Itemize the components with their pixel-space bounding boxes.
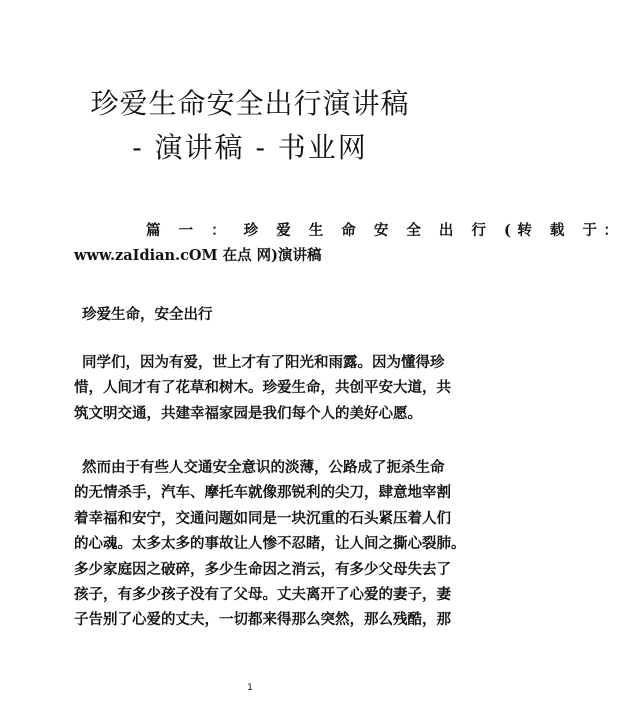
heading-line: 珍爱生命，安全出行 — [82, 306, 213, 323]
paragraph-line: 筑文明交通，共建幸福家园是我们每个人的美好心愿。 — [74, 404, 422, 422]
paragraph-line: 多少家庭因之破碎，多少生命因之消云，有多少父母失去了 — [74, 560, 451, 578]
paragraph-line: 子告别了心爱的丈夫，一切都来得那么突然，那么残酷，那 — [74, 611, 451, 629]
intro-paragraph — [74, 218, 625, 269]
paragraph-line: 孩子，有多少孩子没有了父母。丈夫离开了心爱的妻子，妻 — [74, 586, 451, 604]
title-line-2: - 演讲稿 - 书业网 — [132, 131, 368, 164]
paragraph-line: 惜，人间才有了花草和树木。珍爱生命，共创平安大道，共 — [74, 379, 451, 397]
page-number: 1 — [247, 683, 253, 693]
intro-line-1: 篇 一 ： 珍 爱 生 命 安 全 出 行 (转 载 于： — [146, 222, 625, 239]
paragraph-line: 的心魂。太多太多的事故让人惨不忍睹，让人间之撕心裂肺。 — [74, 535, 466, 553]
section-heading — [74, 302, 432, 327]
paragraph-line: 同学们，因为有爱，世上才有了阳光和雨露。因为懂得珍 — [82, 354, 445, 371]
paragraph-line: 然而由于有些人交通安全意识的淡薄，公路成了扼杀生命 — [82, 459, 445, 476]
intro-line-2: www.zaIdian.cOM 在点 网)演讲稿 — [74, 247, 322, 265]
title-line-1: 珍爱生命安全出行演讲稿 — [90, 87, 410, 120]
paragraph-line: 着幸福和安宁，交通问题如同是一块沉重的石头紧压着人们 — [74, 509, 451, 527]
body-paragraph-1 — [74, 350, 451, 426]
body-paragraph-2 — [74, 455, 466, 633]
paragraph-line: 的无情杀手，汽车、摩托车就像那锐利的尖刀，肆意地宰割 — [74, 484, 451, 502]
